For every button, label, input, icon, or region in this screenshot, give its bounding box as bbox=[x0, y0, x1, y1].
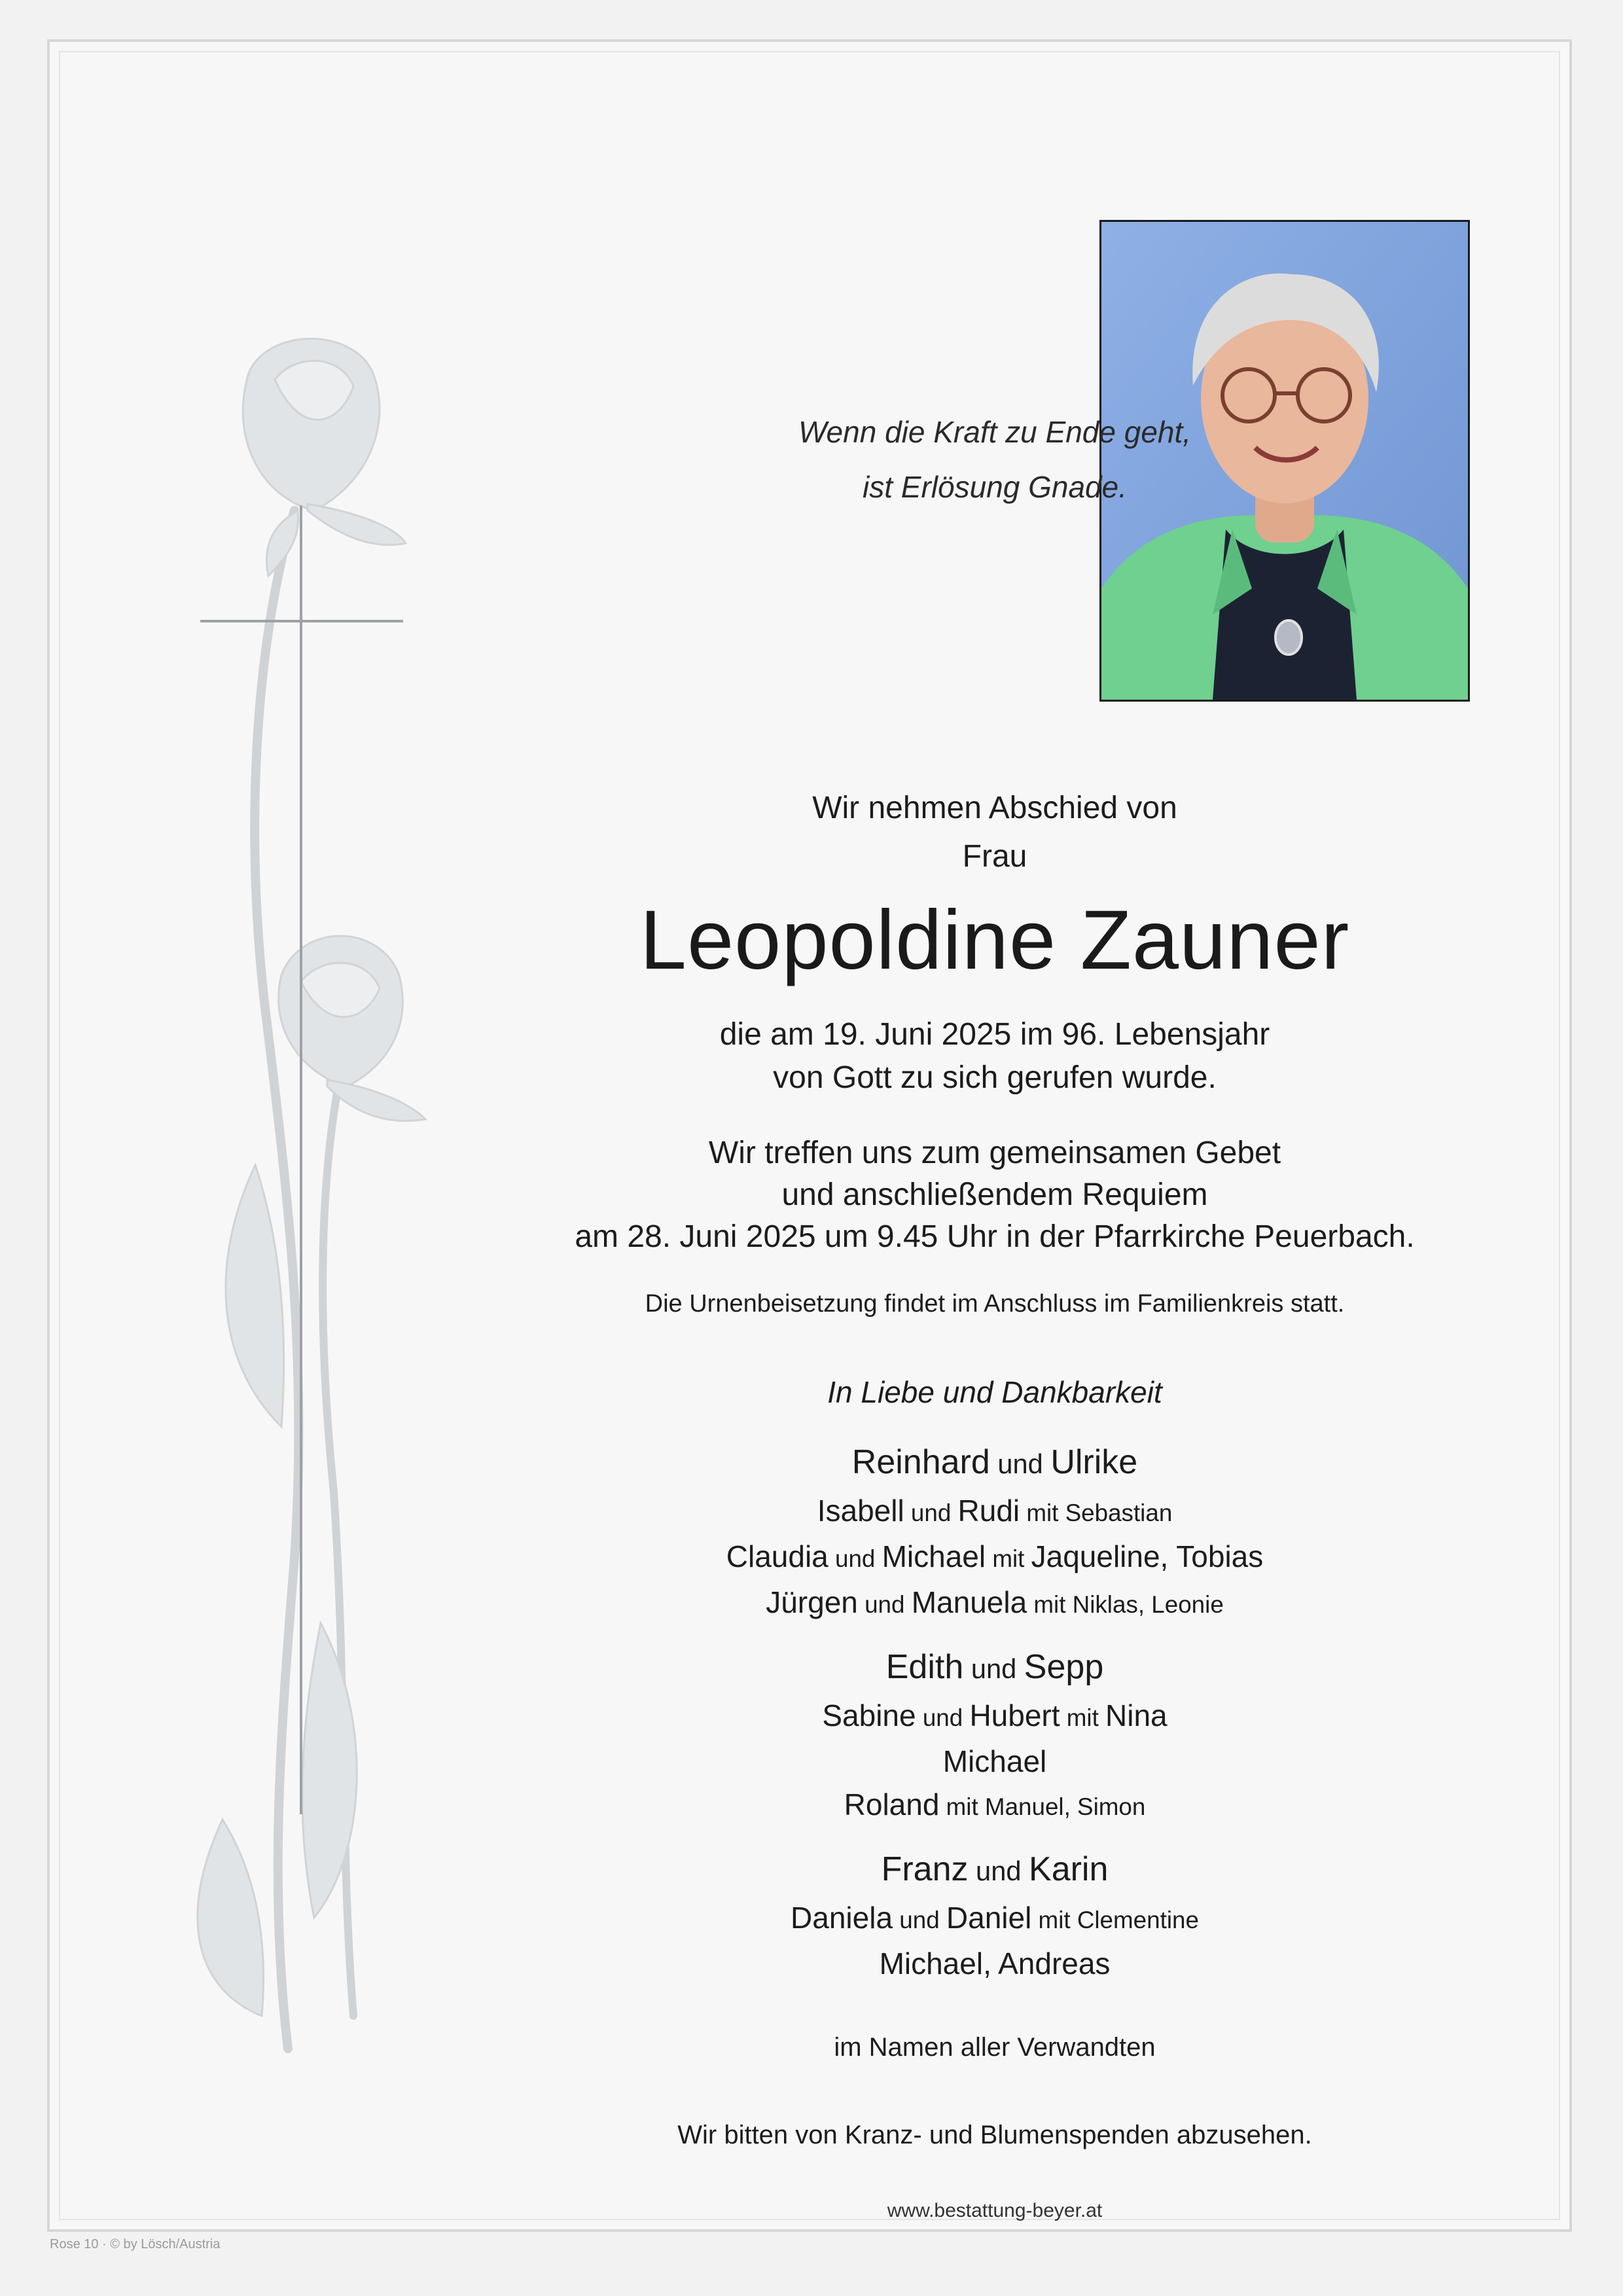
family-group bbox=[510, 1642, 1479, 1829]
rose-ornament bbox=[157, 314, 524, 2081]
family-name: Hubert bbox=[969, 1698, 1060, 1732]
family-name: Michael bbox=[882, 1539, 986, 1573]
children: Clementine bbox=[1077, 1907, 1199, 1933]
connector: und bbox=[968, 1856, 1029, 1886]
cross-vertical bbox=[300, 505, 302, 1814]
death-line: von Gott zu sich gerufen wurde. bbox=[773, 1060, 1217, 1095]
family-name: Michael, Andreas bbox=[879, 1946, 1111, 1981]
dedication: In Liebe und Dankbarkeit bbox=[827, 1375, 1162, 1409]
copyright-note: Rose 10 · © by Lösch/Austria bbox=[50, 2237, 221, 2251]
intro-line: Wir nehmen Abschied von bbox=[812, 791, 1177, 825]
children: Nina bbox=[1105, 1698, 1168, 1732]
death-notice bbox=[510, 1013, 1479, 1100]
intro bbox=[510, 784, 1479, 881]
family-line bbox=[510, 1694, 1479, 1740]
family-head bbox=[510, 1844, 1479, 1896]
connector: mit bbox=[939, 1793, 985, 1820]
funeral-line: Wir treffen uns zum gemeinsamen Gebet bbox=[708, 1136, 1281, 1170]
family-head bbox=[510, 1642, 1479, 1694]
family-line bbox=[510, 1535, 1479, 1581]
connector: mit bbox=[986, 1545, 1031, 1572]
family-line bbox=[510, 1896, 1479, 1942]
death-line: die am 19. Juni 2025 im 96. Lebensjahr bbox=[719, 1017, 1270, 1052]
family-line bbox=[510, 1942, 1479, 1985]
flower-note: Wir bitten von Kranz- und Blumenspenden abzusehen. bbox=[677, 2121, 1312, 2149]
relatives-line: im Namen aller Verwandten bbox=[834, 2033, 1156, 2062]
urn-notice: Die Urnenbeisetzung findet im Anschluss im Familienkreis statt. bbox=[645, 1290, 1345, 1318]
family-group bbox=[510, 1844, 1479, 1985]
family-name: Manuela bbox=[911, 1585, 1027, 1619]
funeral-line: und anschließendem Requiem bbox=[781, 1177, 1208, 1212]
family-line bbox=[510, 1581, 1479, 1626]
motto bbox=[510, 404, 1479, 514]
connector: und bbox=[963, 1653, 1024, 1684]
family-name: Sepp bbox=[1024, 1648, 1104, 1686]
funeral-info bbox=[510, 1132, 1479, 1258]
family-name: Michael bbox=[942, 1744, 1047, 1778]
connector: und bbox=[857, 1591, 912, 1618]
family-name: Roland bbox=[844, 1787, 940, 1821]
children: Manuel, Simon bbox=[984, 1793, 1146, 1820]
family-name: Rudi bbox=[957, 1494, 1020, 1528]
connector: und bbox=[990, 1448, 1051, 1479]
family-name: Edith bbox=[885, 1648, 964, 1686]
family-name: Daniel bbox=[946, 1901, 1032, 1935]
family-name: Ulrike bbox=[1050, 1443, 1138, 1481]
connector: mit bbox=[1031, 1907, 1077, 1933]
children: Jaqueline, Tobias bbox=[1031, 1539, 1264, 1573]
family-name: Claudia bbox=[726, 1539, 829, 1573]
motto-line: ist Erlösung Gnade. bbox=[862, 470, 1127, 504]
connector: mit bbox=[1027, 1591, 1073, 1618]
family-name: Sabine bbox=[822, 1698, 916, 1732]
connector: mit bbox=[1060, 1704, 1106, 1731]
family-name: Jürgen bbox=[766, 1585, 858, 1619]
motto-line: Wenn die Kraft zu Ende geht, bbox=[798, 415, 1192, 449]
family-line bbox=[510, 1489, 1479, 1535]
family-line bbox=[510, 1740, 1479, 1783]
children: Sebastian bbox=[1065, 1499, 1173, 1526]
connector: und bbox=[828, 1545, 882, 1572]
family-group bbox=[510, 1437, 1479, 1626]
family-line bbox=[510, 1783, 1479, 1829]
family-name: Reinhard bbox=[851, 1443, 990, 1481]
family-name: Karin bbox=[1029, 1850, 1109, 1888]
family-head bbox=[510, 1437, 1479, 1489]
funeral-line: am 28. Juni 2025 um 9.45 Uhr in der Pfarrkirche Peuerbach. bbox=[575, 1219, 1415, 1254]
connector: und bbox=[916, 1704, 970, 1731]
connector: mit bbox=[1020, 1499, 1065, 1526]
children: Niklas, Leonie bbox=[1072, 1591, 1224, 1618]
website-link[interactable]: www.bestattung-beyer.at bbox=[887, 2200, 1103, 2221]
title-line: Frau bbox=[962, 839, 1027, 874]
family-name: Daniela bbox=[791, 1901, 893, 1935]
family-list bbox=[510, 1437, 1479, 2001]
deceased-name: Leopoldine Zauner bbox=[639, 893, 1350, 987]
family-name: Isabell bbox=[817, 1494, 904, 1528]
connector: und bbox=[904, 1499, 958, 1526]
connector: und bbox=[893, 1907, 946, 1933]
family-name: Franz bbox=[881, 1850, 969, 1888]
cross-horizontal bbox=[200, 620, 403, 622]
